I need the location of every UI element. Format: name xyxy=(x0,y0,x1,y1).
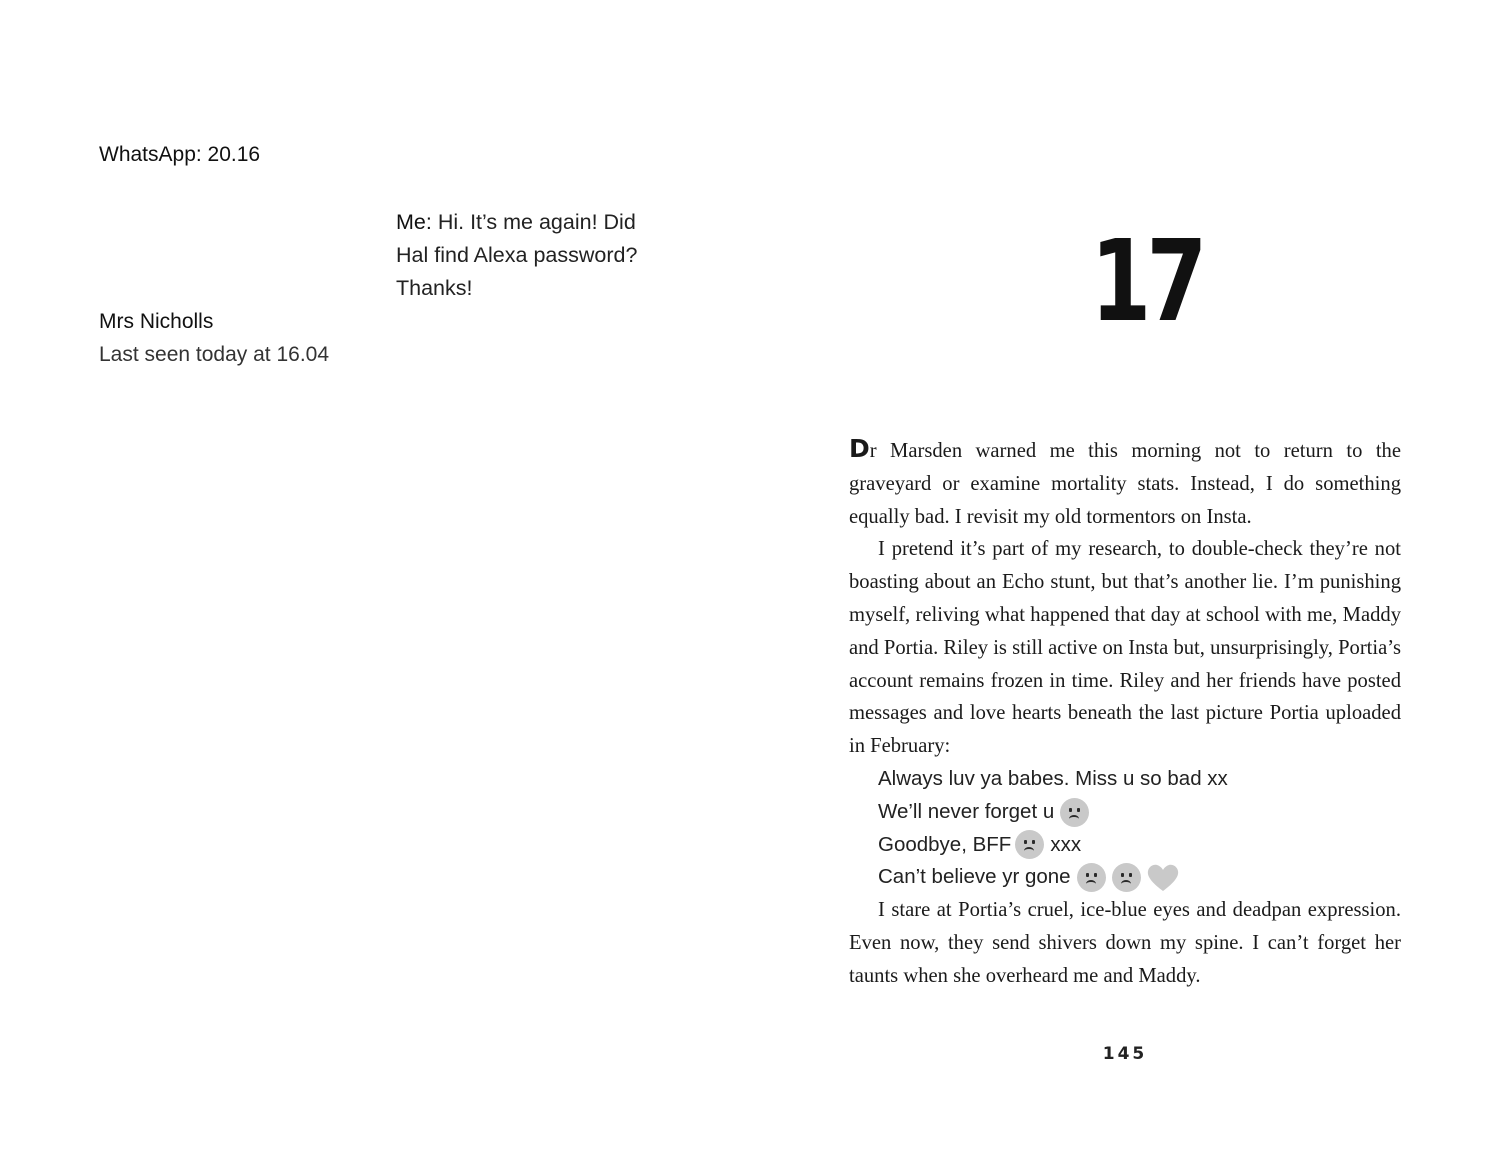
comment-line-2 xyxy=(849,796,1401,829)
sent-message xyxy=(396,206,686,305)
drop-cap: D xyxy=(849,434,870,463)
comment-text: Goodbye, BFF xyxy=(878,832,1012,856)
sad-face-icon xyxy=(1060,798,1089,827)
message-line-3: Thanks! xyxy=(396,276,473,300)
sad-face-icon xyxy=(1077,863,1106,892)
comment-line-3 xyxy=(849,829,1401,862)
paragraph-1 xyxy=(849,435,1401,533)
paragraph-1-text: r Marsden warned me this morning not to return to the graveyard or examine mortality stats. Instead, I do something equally bad. I revisit my old tormentors on Insta. xyxy=(849,440,1401,528)
comment-text: Can’t believe yr gone xyxy=(878,865,1071,889)
chapter-body xyxy=(849,435,1401,993)
page-number: 145 xyxy=(1102,1044,1148,1064)
comment-line-1 xyxy=(849,763,1401,796)
message-line-1: Hi. It’s me again! Did xyxy=(437,210,636,234)
contact-name: Mrs Nicholls xyxy=(99,310,214,333)
message-sender: Me: xyxy=(396,210,432,234)
sad-face-icon xyxy=(1015,830,1044,859)
comment-text: Always luv ya babes. Miss u so bad xx xyxy=(878,766,1228,790)
contact-info xyxy=(99,305,329,371)
paragraph-3: I stare at Portia’s cruel, ice-blue eyes and deadpan expression. Even now, they send shivers down my spine. I can’t forget her taunts when she overheard me and Maddy. xyxy=(849,899,1401,987)
chapter-number: 17 xyxy=(1090,217,1203,347)
last-seen-status: Last seen today at 16.04 xyxy=(99,343,330,366)
whatsapp-heading: WhatsApp: 20.16 xyxy=(99,143,261,166)
message-line-2: Hal find Alexa password? xyxy=(396,243,638,267)
sad-face-icon xyxy=(1112,863,1141,892)
heart-icon xyxy=(1147,864,1179,892)
comment-suffix: xxx xyxy=(1050,832,1082,856)
paragraph-2: I pretend it’s part of my research, to double-check they’re not boasting about an Echo stunt, but that’s another lie. I’m punishing myself, reliving what happened that day at school with me, Maddy and Portia. Riley is still active on Insta but, unsurprisingly, Portia’s account remains frozen in time. Riley and her friends have posted messages and love hearts beneath the last picture Portia uploaded in February: xyxy=(849,538,1401,758)
comment-text: We’ll never forget u xyxy=(878,799,1055,823)
comment-line-4 xyxy=(849,861,1401,894)
